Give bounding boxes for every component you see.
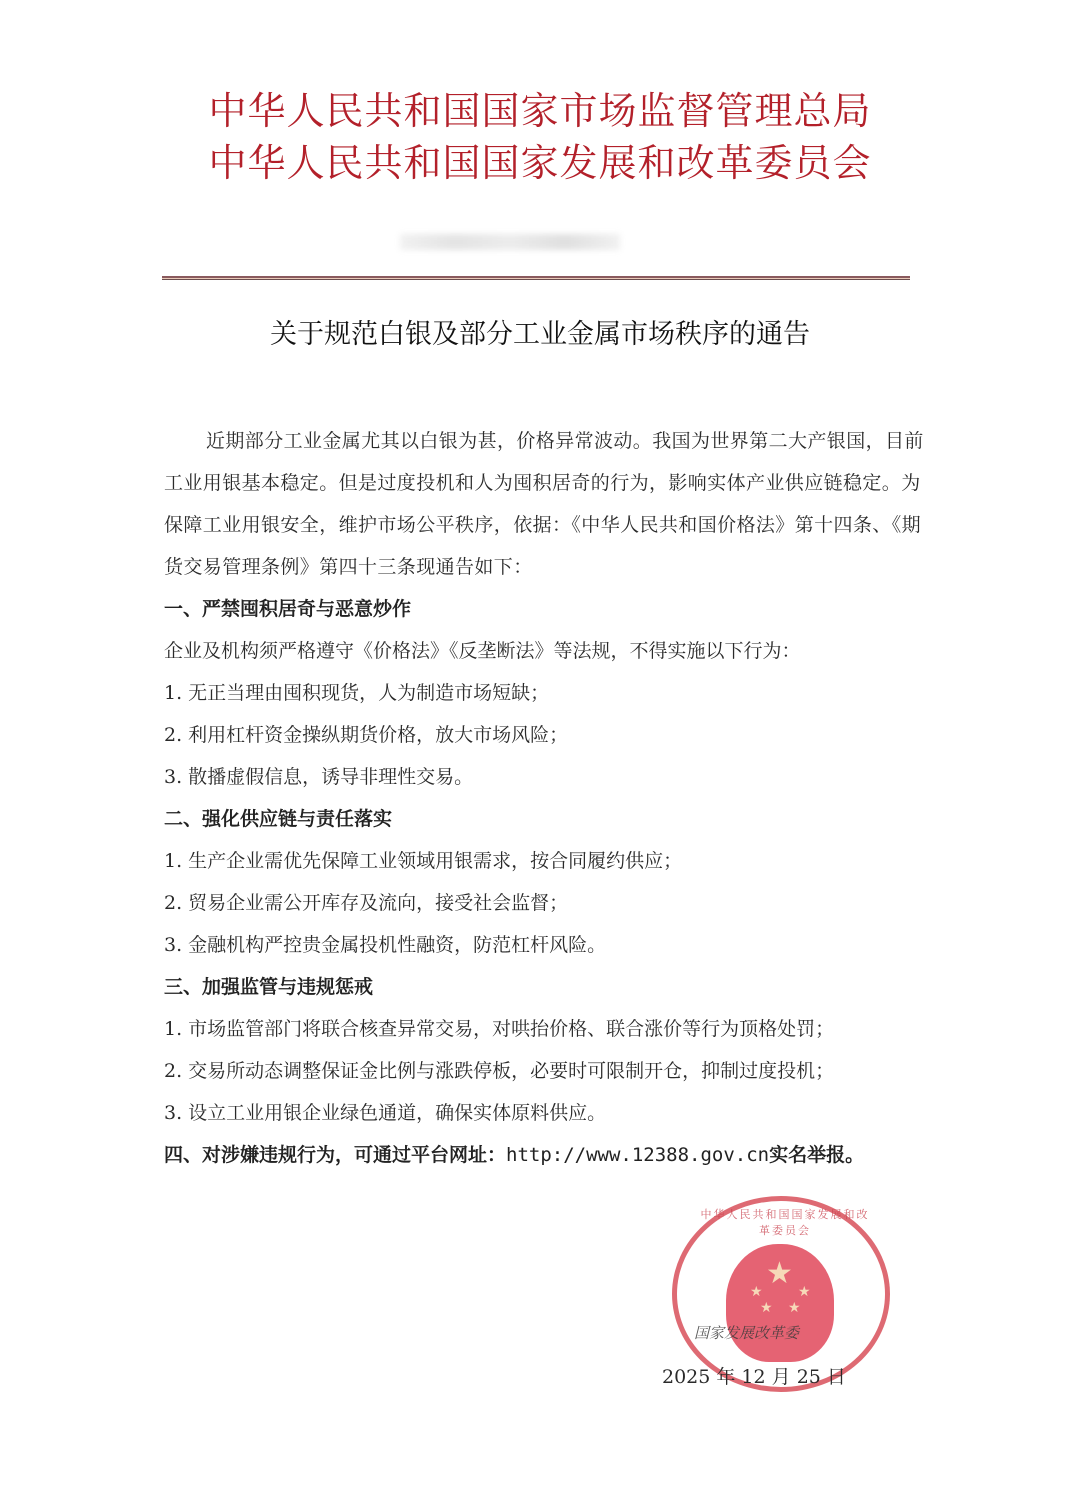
intro-paragraph: 近期部分工业金属尤其以白银为甚，价格异常波动。我国为世界第二大产银国，目前工业用银基本稳定。但是过度投机和人为囤积居奇的行为，影响实体产业供应链稳定。为保障工业用银安全，维护市场公平秩序，依据：《中华人民共和国价格法》第十四条、《期货交易管理条例》第四十三条现通告如下：: [164, 430, 924, 578]
section-3-item-2: 2. 交易所动态调整保证金比例与涨跌停板，必要时可限制开仓，抑制过度投机；: [164, 1060, 835, 1082]
header-divider-inner: [162, 278, 910, 279]
section-2-item-1: 1. 生产企业需优先保障工业领域用银需求，按合同履约供应；: [164, 850, 683, 872]
section-3-item-1: 1. 市场监管部门将联合核查异常交易，对哄抬价格、联合涨价等行为顶格处罚；: [164, 1018, 835, 1040]
star-icon: ★: [750, 1284, 763, 1300]
notice-title: 关于规范白银及部分工业金属市场秩序的通告: [270, 319, 810, 350]
section-heading-4: [164, 1134, 924, 1176]
report-prefix: 四、对涉嫌违规行为，可通过平台网址：: [164, 1144, 507, 1166]
section-heading-1: 一、严禁囤积居奇与恶意炒作: [164, 598, 412, 620]
report-url-link[interactable]: http://www.12388.gov.cn: [506, 1144, 770, 1166]
section-1-item-3: 3. 散播虚假信息，诱导非理性交易。: [164, 766, 474, 788]
star-icon: ★: [788, 1300, 801, 1316]
section-heading-3: 三、加强监管与违规惩戒: [164, 976, 374, 998]
report-suffix: 实名举报。: [769, 1144, 865, 1166]
notice-body: [164, 420, 924, 1176]
star-icon: ★: [798, 1284, 811, 1300]
section-heading-2: 二、强化供应链与责任落实: [164, 808, 393, 830]
star-icon: ★: [760, 1300, 773, 1316]
section-1-item-1: 1. 无正当理由囤积现货，人为制造市场短缺；: [164, 682, 550, 704]
section-1-lead: 企业及机构须严格遵守《价格法》《反垄断法》等法规，不得实施以下行为：: [164, 640, 801, 662]
issuer-line-2: 中华人民共和国国家发展和改革委员会: [208, 141, 872, 185]
seal-ring-text: 中华人民共和国国家发展和改革委员会: [700, 1208, 870, 1237]
star-icon: ★: [766, 1256, 793, 1291]
issuer-line-1: 中华人民共和国国家市场监督管理总局: [208, 89, 872, 133]
section-2-item-3: 3. 金融机构严控贵金属投机性融资，防范杠杆风险。: [164, 934, 607, 956]
section-3-item-3: 3. 设立工业用银企业绿色通道，确保实体原料供应。: [164, 1102, 607, 1124]
section-1-item-2: 2. 利用杠杆资金操纵期货价格，放大市场风险；: [164, 724, 569, 746]
redacted-document-number: [400, 234, 620, 250]
signature: 国家发展改革委: [694, 1324, 800, 1342]
section-2-item-2: 2. 贸易企业需公开库存及流向，接受社会监督；: [164, 892, 569, 914]
issue-date: 2025 年 12 月 25 日: [662, 1366, 846, 1388]
